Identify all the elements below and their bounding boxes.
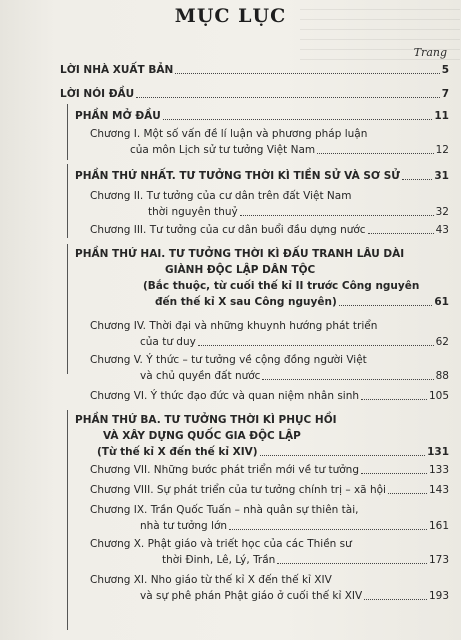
toc-entry-title: PHẦN THỨ NHẤT. TƯ TƯỞNG THỜI KÌ TIỀN SỬ VÀ SƠ SỬ: [75, 170, 401, 182]
toc-entry-chapter-4: [90, 320, 449, 350]
toc-entry-page: 61: [434, 296, 449, 308]
dot-leader: [277, 562, 427, 564]
toc-entry-title: PHẦN THỨ HAI. TƯ TƯỞNG THỜI KÌ ĐẤU TRANH LÂU DÀI: [75, 248, 405, 260]
toc-entry-title-cont: thời Đinh, Lê, Lý, Trần: [162, 554, 276, 566]
toc-entry-title: Chương IX. Trần Quốc Tuấn – nhà quân sự thiên tài,: [90, 504, 359, 516]
toc-entry-chapter-5: [90, 354, 449, 384]
toc-entry-page: 43: [435, 224, 449, 236]
section-bar: [67, 164, 68, 238]
toc-entry-page: 193: [428, 590, 449, 602]
toc-entry-chapter-8: [90, 484, 449, 498]
toc-entry-page: 173: [428, 554, 449, 566]
section-bar: [67, 104, 68, 160]
toc-entry-title-cont: và chủ quyền đất nước: [140, 370, 261, 382]
toc-entry-page: 88: [435, 370, 449, 382]
dot-leader: [317, 152, 434, 154]
toc-entry-title: Chương VII. Những bước phát triển mới về tư tưởng: [90, 464, 360, 476]
page-title: MỤC LỤC: [174, 5, 287, 27]
dot-leader: [368, 232, 434, 234]
toc-entry-title-cont: nhà tư tưởng lớn: [140, 520, 228, 532]
toc-entry-page: 12: [435, 144, 449, 156]
toc-entry-part-3: [75, 414, 449, 464]
dot-leader: [198, 344, 434, 346]
toc-entry-part-2: [75, 248, 449, 314]
dot-leader: [260, 454, 426, 456]
toc-entry-page: 11: [434, 110, 449, 122]
toc-entry-chapter-11: [90, 574, 449, 604]
section-bar: [67, 244, 68, 374]
toc-entry-chapter-7: [90, 464, 449, 478]
dot-leader: [136, 96, 440, 98]
toc-entry-title: LỜI NÓI ĐẦU: [60, 88, 135, 100]
toc-entry-title: Chương V. Ý thức – tư tưởng về cộng đồng người Việt: [90, 354, 367, 366]
toc-entry-page: 143: [428, 484, 449, 496]
toc-entry-page: 105: [428, 390, 449, 402]
toc-entry-chapter-3: [90, 224, 449, 238]
toc-entry-intro: [75, 110, 449, 124]
toc-entry-page: 133: [428, 464, 449, 476]
dot-leader: [364, 598, 427, 600]
dot-leader: [163, 118, 433, 120]
toc-entry-chapter-6: [90, 390, 449, 404]
toc-entry-title-cont: thời nguyên thuỷ: [148, 206, 238, 218]
toc-entry-page: 32: [435, 206, 449, 218]
toc-entry-title: LỜI NHÀ XUẤT BẢN: [60, 64, 174, 76]
toc-entry-subtitle: (Bắc thuộc, từ cuối thế kỉ II trước Công nguyên: [143, 280, 420, 292]
dot-leader: [262, 378, 433, 380]
toc-entry-page: 131: [427, 446, 449, 458]
toc-entry-title: Chương IV. Thời đại và những khuynh hướng phát triển: [90, 320, 378, 332]
toc-entry-title: PHẦN MỞ ĐẦU: [75, 110, 161, 122]
toc-entry-title-cont: GIÀNH ĐỘC LẬP DÂN TỘC: [165, 264, 316, 276]
toc-entry-title: Chương VIII. Sự phát triển của tư tưởng chính trị – xã hội: [90, 484, 386, 496]
toc-entry-chapter-1: [90, 128, 449, 158]
section-bar: [67, 410, 68, 630]
toc-entry-title: Chương X. Phật giáo và triết học của các Thiền sư: [90, 538, 352, 550]
toc-entry-title: Chương I. Một số vấn đề lí luận và phương pháp luận: [90, 128, 368, 140]
toc-entry-page: 62: [435, 336, 449, 348]
toc-entry-page: 7: [441, 88, 449, 100]
toc-entry-title-cont: VÀ XÂY DỰNG QUỐC GIA ĐỘC LẬP: [103, 430, 301, 442]
toc-entry-title: Chương II. Tư tưởng của cư dân trên đất Việt Nam: [90, 190, 352, 202]
toc-entry-title: Chương VI. Ý thức đạo đức và quan niệm nhân sinh: [90, 390, 360, 402]
dot-leader: [361, 398, 427, 400]
toc-entry-title-cont: của tư duy: [140, 336, 196, 348]
toc-entry-part-1: [75, 170, 449, 184]
dot-leader: [361, 472, 427, 474]
toc-entry-title: Chương III. Tư tưởng của cư dân buổi đầu dựng nước: [90, 224, 366, 236]
dot-leader: [388, 492, 427, 494]
toc-entry-chapter-10: [90, 538, 449, 568]
toc-entry-title-cont: và sự phê phán Phật giáo ở cuối thế kỉ XIV: [140, 590, 363, 602]
toc-entry-page: 161: [428, 520, 449, 532]
dot-leader: [229, 528, 427, 530]
toc-entry-page: 31: [434, 170, 449, 182]
dot-leader: [240, 214, 434, 216]
toc-entry-chapter-2: [90, 190, 449, 220]
toc-entry-chapter-9: [90, 504, 449, 534]
toc-entry-subtitle: (Từ thế kỉ X đến thế kỉ XIV): [97, 446, 258, 458]
toc-entry-foreword: [60, 88, 449, 102]
dot-leader: [402, 178, 432, 180]
toc-entry-subtitle-cont: đến thế kỉ X sau Công nguyên): [155, 296, 337, 308]
toc-entry-title: Chương XI. Nho giáo từ thế kỉ X đến thế kỉ XIV: [90, 574, 332, 586]
page-column-label: Trang: [413, 46, 447, 59]
toc-entry-page: 5: [441, 64, 449, 76]
dot-leader: [175, 72, 439, 74]
toc-entry-publisher-note: [60, 64, 449, 78]
toc-entry-title-cont: của môn Lịch sử tư tưởng Việt Nam: [130, 144, 316, 156]
dot-leader: [339, 304, 433, 306]
toc-entry-title: PHẦN THỨ BA. TƯ TƯỞNG THỜI KÌ PHỤC HỒI: [75, 414, 337, 426]
